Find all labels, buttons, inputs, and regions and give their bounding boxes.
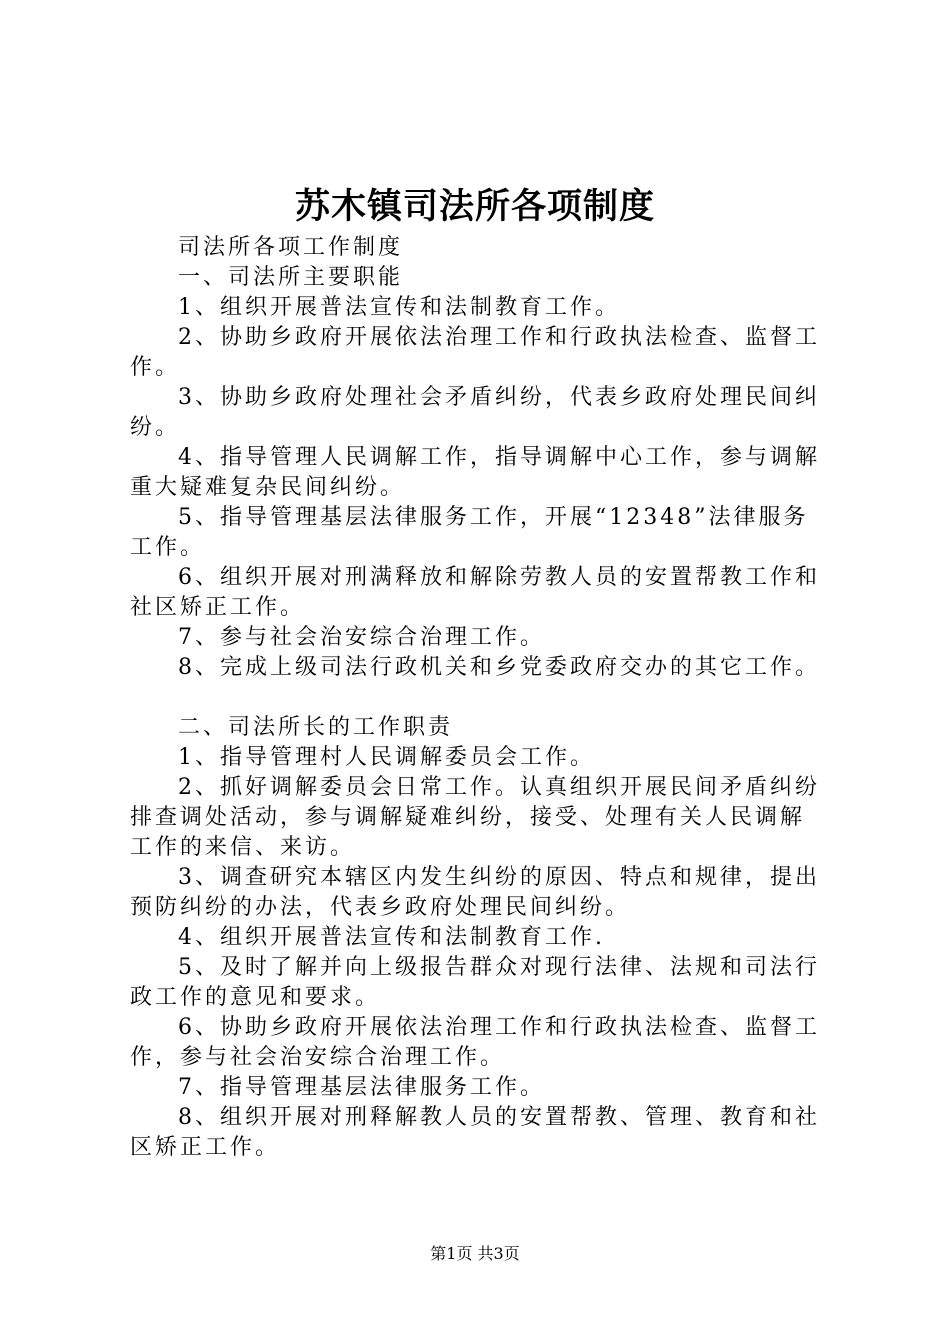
text-line: 一、司法所主要职能 [178, 265, 404, 290]
text-line: 4、指导管理人民调解工作，指导调解中心工作，参与调解 [178, 445, 820, 470]
text-line: 预防纠纷的办法，代表乡政府处理民间纠纷。 [130, 895, 631, 920]
text-line: 2、抓好调解委员会日常工作。认真组织开展民间矛盾纠纷 [178, 775, 820, 800]
text-line: 4、组织开展普法宣传和法制教育工作. [178, 925, 605, 950]
text-line: 作。 [130, 355, 181, 380]
document-title: 苏木镇司法所各项制度 [294, 186, 655, 227]
text-line: 政工作的意见和要求。 [130, 985, 381, 1010]
text-line: 工作的来信、来访。 [130, 835, 356, 860]
text-line: 7、指导管理基层法律服务工作。 [178, 1075, 545, 1100]
text-line: 纷。 [130, 415, 181, 440]
text-line: 作，参与社会治安综合治理工作。 [130, 1045, 506, 1070]
text-line: 6、协助乡政府开展依法治理工作和行政执法检查、监督工 [178, 1015, 820, 1040]
text-line: 8、组织开展对刑释解教人员的安置帮教、管理、教育和社 [178, 1105, 820, 1130]
text-line: 司法所各项工作制度 [178, 235, 404, 260]
page-number: 第1页 共3页 [430, 1244, 520, 1263]
text-line: 二、司法所长的工作职责 [178, 715, 454, 740]
text-line: 6、组织开展对刑满释放和解除劳教人员的安置帮教工作和 [178, 565, 820, 590]
text-line: 1、指导管理村人民调解委员会工作。 [178, 745, 595, 770]
text-line: 社区矫正工作。 [130, 595, 306, 620]
text-line: 1、组织开展普法宣传和法制教育工作。 [178, 295, 620, 320]
blank-line [130, 683, 830, 713]
text-line: 工作。 [130, 535, 206, 560]
text-line: 8、完成上级司法行政机关和乡党委政府交办的其它工作。 [178, 655, 820, 680]
text-line: 排查调处活动，参与调解疑难纠纷，接受、处理有关人民调解 [130, 805, 806, 830]
text-line: 2、协助乡政府开展依法治理工作和行政执法检查、监督工 [178, 325, 820, 350]
text-line: 3、协助乡政府处理社会矛盾纠纷，代表乡政府处理民间纠 [178, 385, 820, 410]
text-line: 7、参与社会治安综合治理工作。 [178, 625, 545, 650]
text-line: 5、及时了解并向上级报告群众对现行法律、法规和司法行 [178, 955, 820, 980]
text-line: 区矫正工作。 [130, 1135, 281, 1160]
document-body [130, 233, 830, 1163]
text-line: 重大疑难复杂民间纠纷。 [130, 475, 406, 500]
text-line: 5、指导管理基层法律服务工作，开展“12348”法律服务 [178, 505, 809, 530]
text-line: 3、调查研究本辖区内发生纠纷的原因、特点和规律，提出 [178, 865, 820, 890]
